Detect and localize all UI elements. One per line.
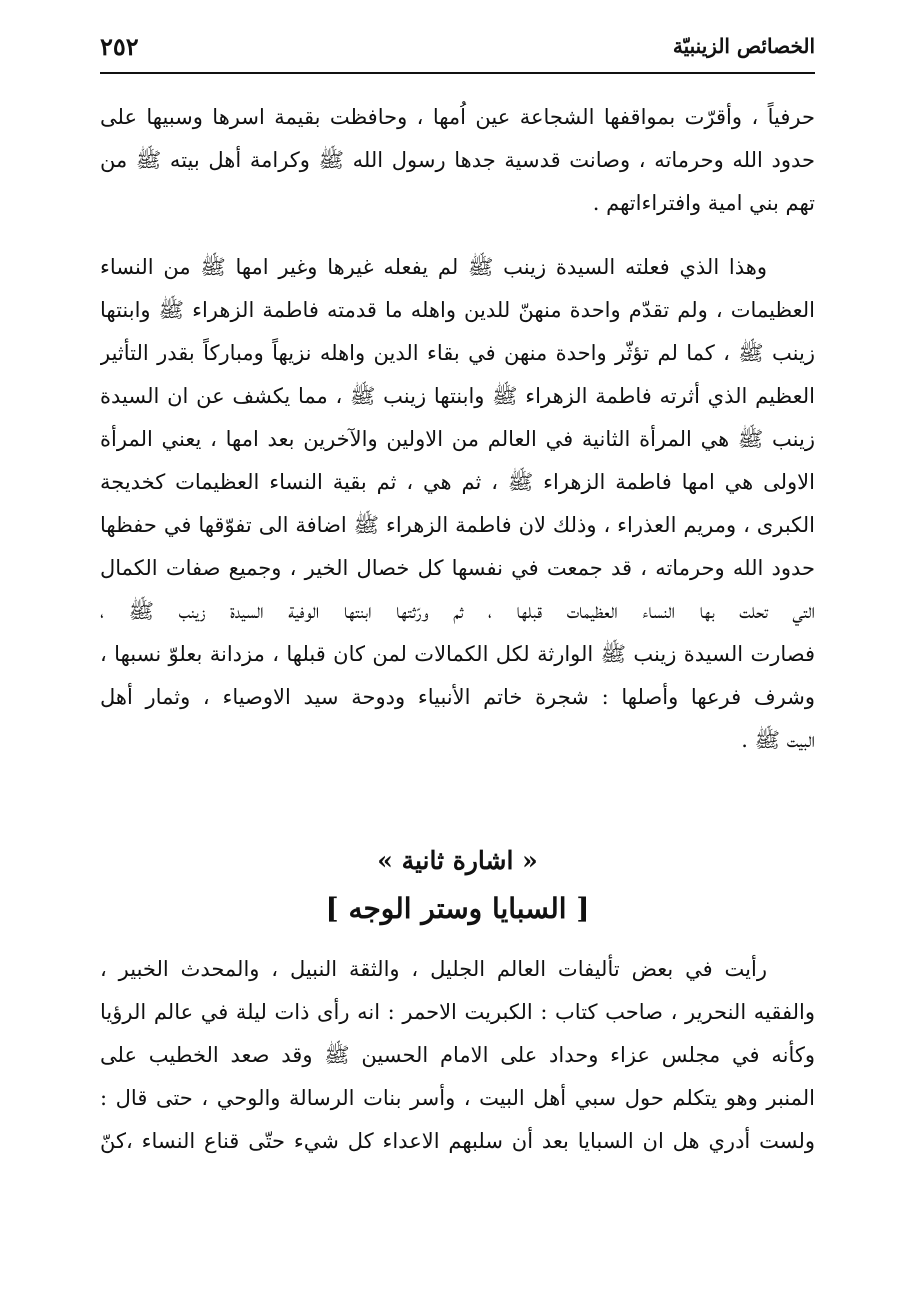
text-line: حدود الله وحرماته ، قد جمعت في نفسها كل خصال الخير ، وجميع صفات الكمال (100, 556, 815, 580)
text-line: رأيت في بعض تأليفات العالم الجليل ، والثقة النبيل ، والمحدث الخبير ، (100, 957, 767, 981)
page-number: ٢٥٢ (100, 32, 139, 61)
paragraph-vision (100, 948, 815, 1163)
text-line: وكأنه في مجلس عزاء وحداد على الامام الحسين ﷺ وقد صعد الخطيب على (100, 1043, 815, 1067)
section-heading: « اشارة ثانية » (377, 846, 538, 875)
text-line: المنبر وهو يتكلم حول سبي أهل البيت ، وأسر بنات الرسالة والوحي ، حتى قال : (100, 1086, 815, 1110)
text-line: تهم بني امية وافتراءاتهم . (592, 191, 815, 215)
text-line: الكبرى ، ومريم العذراء ، وذلك لان فاطمة الزهراء ﷺ اضافة الى تفوّقها في حفظها (100, 513, 815, 537)
text-line: العظيم الذي أثرته فاطمة الزهراء ﷺ وابنتها زينب ﷺ ، مما يكشف عن ان السيدة (100, 384, 815, 408)
text-line: التي تحلت بها النساء العظيمات قبلها ، ثم ورّثتها ابنتها الوفية السيدة زينب ﷺ ، (100, 599, 815, 623)
text-line: العظيمات ، ولم تقدّم واحدة منهنّ للدين واهله ما قدمته فاطمة الزهراء ﷺ وابنتها (100, 298, 815, 322)
section-subheading: [ السبايا وستر الوجه ] (325, 892, 590, 925)
text-line: زينب ﷺ ، كما لم تؤثّر واحدة منهن في بقاء الدين واهله نزيهاً ومباركاً بقدر التأثير (100, 341, 815, 365)
text-line: البيت ﷺ . (741, 728, 815, 752)
text-line: زينب ﷺ هي المرأة الثانية في العالم من الاولين والآخرين بعد امها ، يعني المرأة (100, 427, 815, 451)
page-header (100, 26, 815, 70)
text-line: الاولى هي امها فاطمة الزهراء ﷺ ، ثم هي ، ثم بقية النساء العظيمات كخديجة (100, 470, 815, 494)
text-line: ولست أدري هل ان السبايا بعد أن سلبهم الاعداء كل شيء حتّى قناع النساء ،كنّ (100, 1129, 815, 1153)
paragraph-continuation (100, 96, 815, 225)
text-line: وشرف فرعها وأصلها : شجرة خاتم الأنبياء ودوحة سيد الاوصياء ، وثمار أهل (100, 685, 815, 709)
text-line: فصارت السيدة زينب ﷺ الوارثة لكل الكمالات لمن كان قبلها ، مزدانة بعلوّ نسبها ، (100, 642, 815, 666)
text-line: والفقيه النحرير ، صاحب كتاب : الكبريت الاحمر : انه رأى ذات ليلة في عالم الرؤيا (100, 1000, 815, 1024)
text-line: حدود الله وحرماته ، وصانت قدسية جدها رسول الله ﷺ وكرامة أهل بيته ﷺ من (100, 148, 815, 172)
header-divider (100, 72, 815, 74)
running-title: الخصائص الزينبيّة (672, 34, 815, 58)
text-line: حرفياً ، وأقرّت بمواقفها الشجاعة عين اُمها ، وحافظت بقيمة اسرها وسبيها على (100, 105, 815, 129)
text-line: وهذا الذي فعلته السيدة زينب ﷺ لم يفعله غيرها وغير امها ﷺ من النساء (100, 255, 767, 279)
paragraph-sayyida-zaynab (100, 246, 815, 762)
